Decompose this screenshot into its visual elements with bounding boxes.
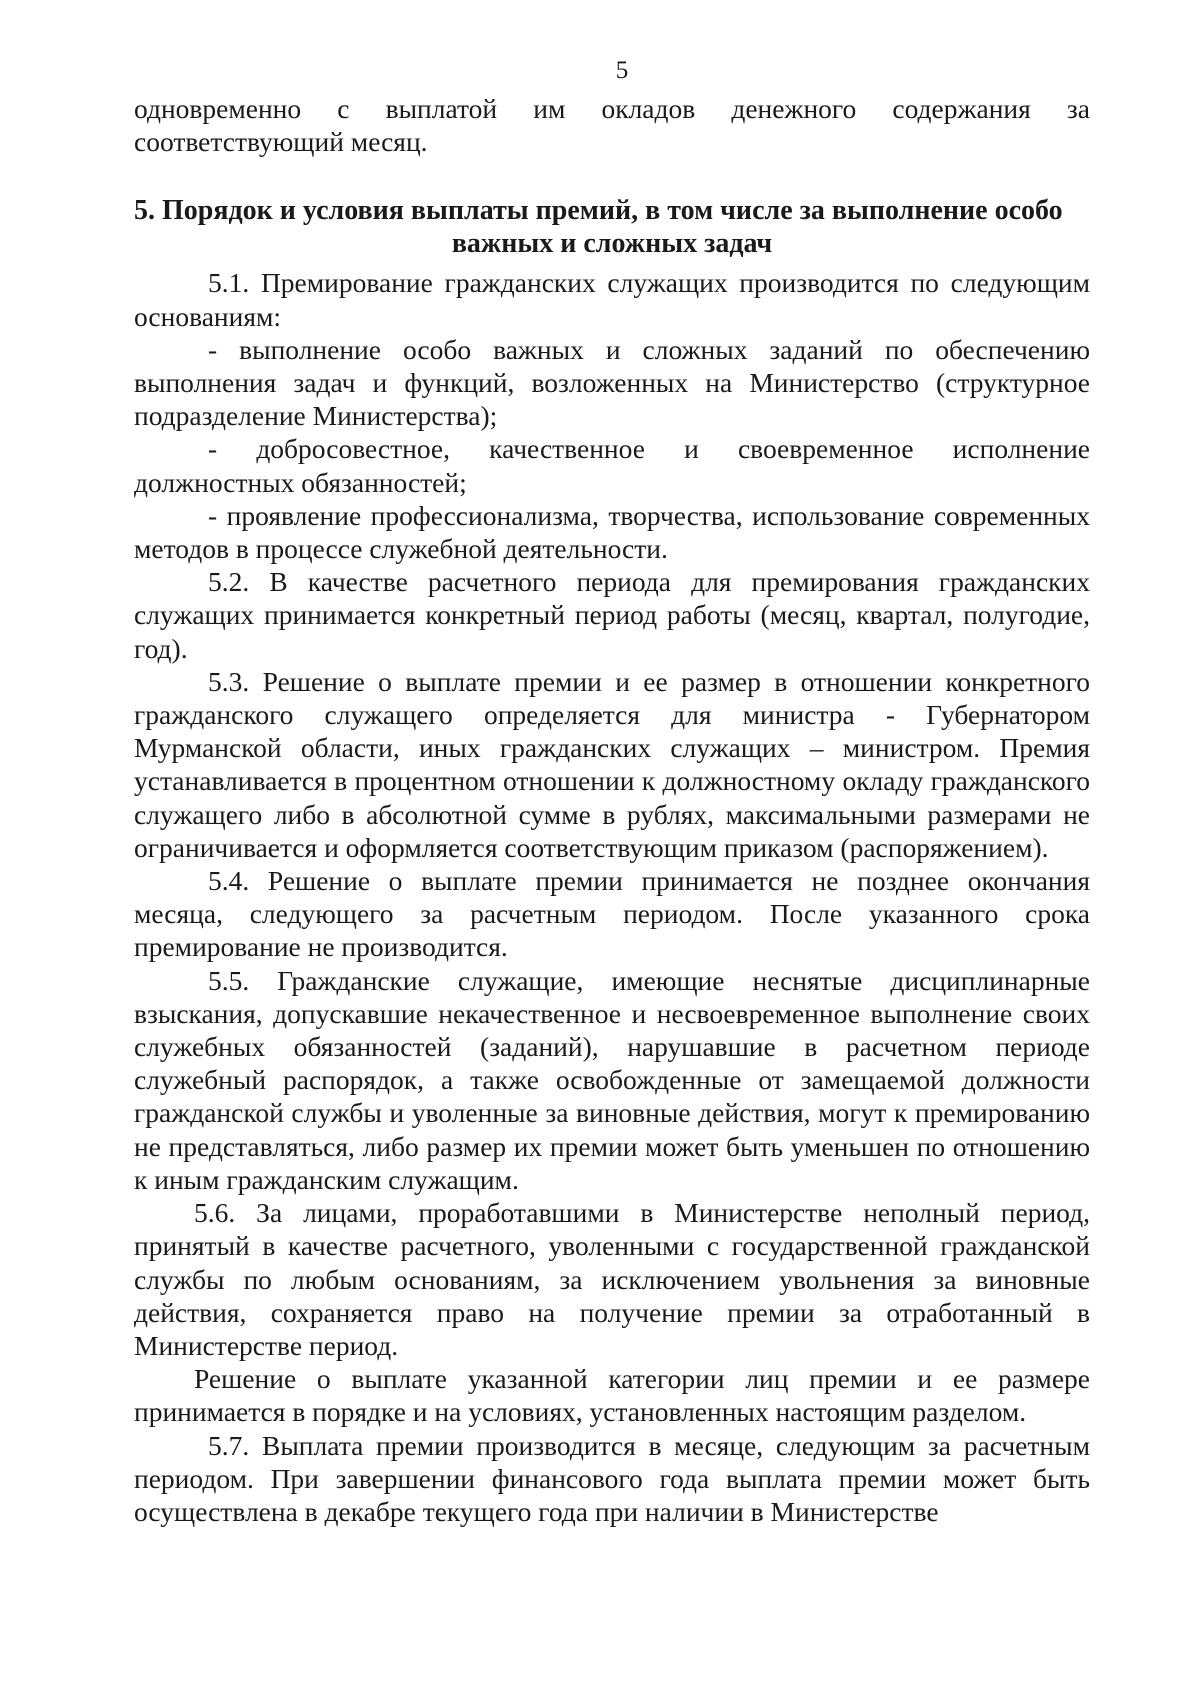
list-item-professionalism: - проявление профессионализма, творчества, использование современных методов в процессе служебной деятельности. xyxy=(134,499,1090,565)
section-heading-line1: 5. Порядок и условия выплаты премий, в том числе за выполнение особо xyxy=(134,195,1063,227)
paragraph-5-3: 5.3. Решение о выплате премии и ее размер в отношении конкретного гражданского служащего определяется для министра - Губернатором Мурманской области, иных гражданских служащих – министром. Премия устанавливается в процентном отношении к должностному окладу гражданского служащего либо в абсолютной сумме в рублях, максимальными размерами не ограничивается и оформляется соответствующим приказом (распоряжением). xyxy=(134,665,1090,863)
list-item-duties: - добросовестное, качественное и своевременное исполнение должностных обязанностей; xyxy=(134,433,1090,498)
paragraph-5-4: 5.4. Решение о выплате премии принимается не позднее окончания месяца, следующего за расчетным периодом. После указанного срока премирование не производится. xyxy=(134,865,1090,963)
paragraph-5-6: 5.6. За лицами, проработавшими в Министерстве неполный период, принятый в качестве расчетного, уволенными с государственной гражданской службы по любым основаниям, за исключением увольнения за виновные действия, сохраняется право на получение премии за отработанный в Министерстве период. xyxy=(134,1197,1090,1361)
paragraph-decision: Решение о выплате указанной категории лиц премии и ее размере принимается в порядке и на условиях, установленных настоящим разделом. xyxy=(134,1363,1090,1428)
intro-paragraph: одновременно с выплатой им окладов денежного содержания за соответствующий месяц. xyxy=(134,93,1090,158)
list-item-tasks: - выполнение особо важных и сложных заданий по обеспечению выполнения задач и функций, возложенных на Министерство (структурное подразделение Министерства); xyxy=(134,333,1090,432)
section-heading-line2: важных и сложных задач xyxy=(451,228,773,260)
paragraph-5-2: 5.2. В качестве расчетного периода для премирования гражданских служащих принимается конкретный период работы (месяц, квартал, полугодие, год). xyxy=(134,566,1090,664)
paragraph-5-1: 5.1. Премирование гражданских служащих производится по следующим основаниям: xyxy=(134,267,1090,332)
section-heading xyxy=(134,194,1090,260)
paragraph-5-5: 5.5. Гражданские служащие, имеющие неснятые дисциплинарные взыскания, допускавшие некачественное и несвоевременное выполнение своих служебных обязанностей (заданий), нарушавшие в расчетном периоде служебный распорядок, а также освобожденные от замещаемой должности гражданской службы и уволенные за виновные действия, могут к премированию не представляться, либо размер их премии может быть уменьшен по отношению к иным гражданским служащим. xyxy=(134,964,1090,1195)
page-number: 5 xyxy=(615,57,629,84)
paragraph-5-7: 5.7. Выплата премии производится в месяце, следующим за расчетным периодом. При завершении финансового года выплата премии может быть осуществлена в декабре текущего года при наличии в Министерстве xyxy=(134,1429,1090,1527)
